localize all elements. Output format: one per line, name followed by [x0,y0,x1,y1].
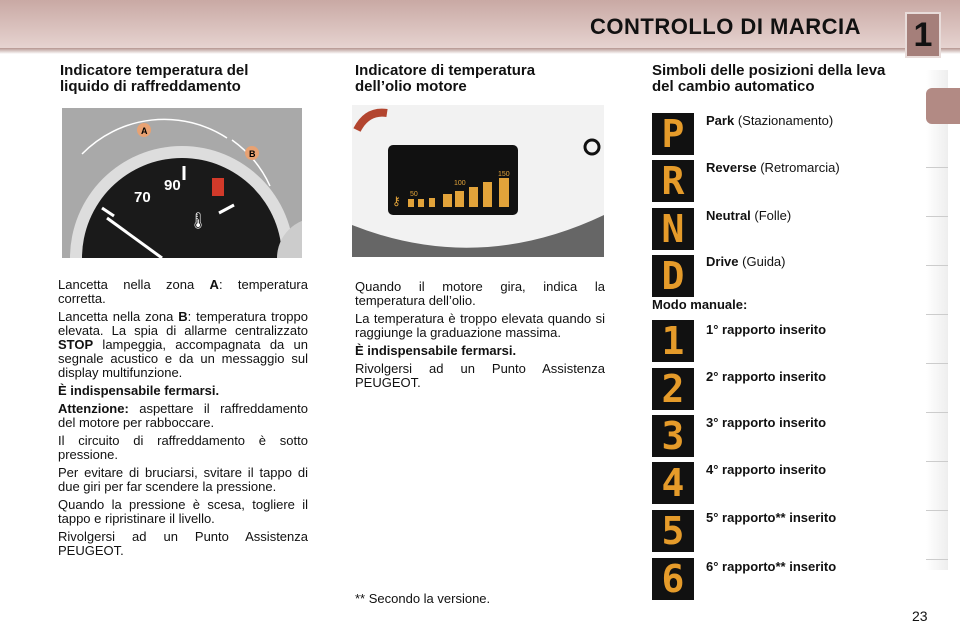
coolant-heading: Indicatore temperatura del liquido di raffreddamento [60,62,249,95]
gear-symbol-p: P [652,113,694,155]
position-park: Park (Stazionamento) [706,113,834,128]
gear-label-4: 4° rapporto inserito [706,462,827,477]
oil-heading: Indicatore di temperatura dell’olio motore [355,62,536,95]
gear-symbol-5: 5 [652,510,694,552]
footnote: ** Secondo la versione. [355,591,491,606]
gear-label-3: 3° rapporto inserito [706,415,827,430]
gear-symbol-n: N [652,208,694,250]
gear-symbol-d: D [652,255,694,297]
position-drive: Drive (Guida) [706,254,786,269]
oil-tick-150: 150 [498,171,510,178]
page-title: CONTROLLO DI MARCIA [590,14,862,39]
gear-label-1: 1° rapporto inserito [706,322,827,337]
gear-label-5: 5° rapporto** inserito [706,510,837,525]
oil-text: Quando il motore gira, indica la temperatura dell’olio. La temperatura è troppo elevata quando si raggiunge la graduazione massima. È indispensabile fermarsi. Rivolgersi ad un Punto Assistenza PEUGEOT. [355,279,605,390]
active-chapter-tab[interactable] [926,88,960,124]
header-divider [0,48,960,54]
oil-tick-100: 100 [454,180,466,187]
manual-mode-label: Modo manuale: [652,297,748,312]
coolant-temp-icon: 🌡 [188,213,209,230]
page-number: 23 [912,608,928,624]
gear-label-6: 6° rapporto** inserito [706,559,837,574]
coolant-text: Lancetta nella zona A: temperatura corretta. Lancetta nella zona B: temperatura troppo elevata. La spia di allarme centralizzato STOP lampeggia, accompagnata da un segnale acustico e da un messaggio sul display multifunzione. È indispensabile fermarsi. Attenzione: aspettare il raffreddamento del motore per rabboccare. Il circuito di raffreddamento è sotto pressione. Per evitare di bruciarsi, svitare il tappo di due giri per far scendere la pressione. Quando la pressione è scesa, togliere il tappo e ripristinare il livello. Rivolgersi ad un Punto Assistenza PEUGEOT. [58,277,308,558]
coolant-gauge-image [62,108,302,258]
oil-display-image [352,105,604,257]
gear-symbol-4: 4 [652,462,694,504]
gear-symbol-3: 3 [652,415,694,457]
gear-symbol-2: 2 [652,368,694,410]
oil-can-icon: ⚷ [392,194,401,208]
gear-heading: Simboli delle posizioni della leva del cambio automatico [652,62,886,95]
position-reverse: Reverse (Retromarcia) [706,160,840,175]
oil-tick-50: 50 [410,191,418,198]
chapter-number: 1 [905,12,941,58]
chapter-tabs[interactable] [926,70,948,570]
zone-a-label: A [141,126,148,136]
gear-symbol-6: 6 [652,558,694,600]
gear-label-2: 2° rapporto inserito [706,369,827,384]
gear-symbol-1: 1 [652,320,694,362]
gear-symbol-r: R [652,160,694,202]
zone-b-label: B [249,149,256,159]
position-neutral: Neutral (Folle) [706,208,792,223]
tick-70: 70 [134,189,151,206]
tick-90: 90 [164,177,181,194]
